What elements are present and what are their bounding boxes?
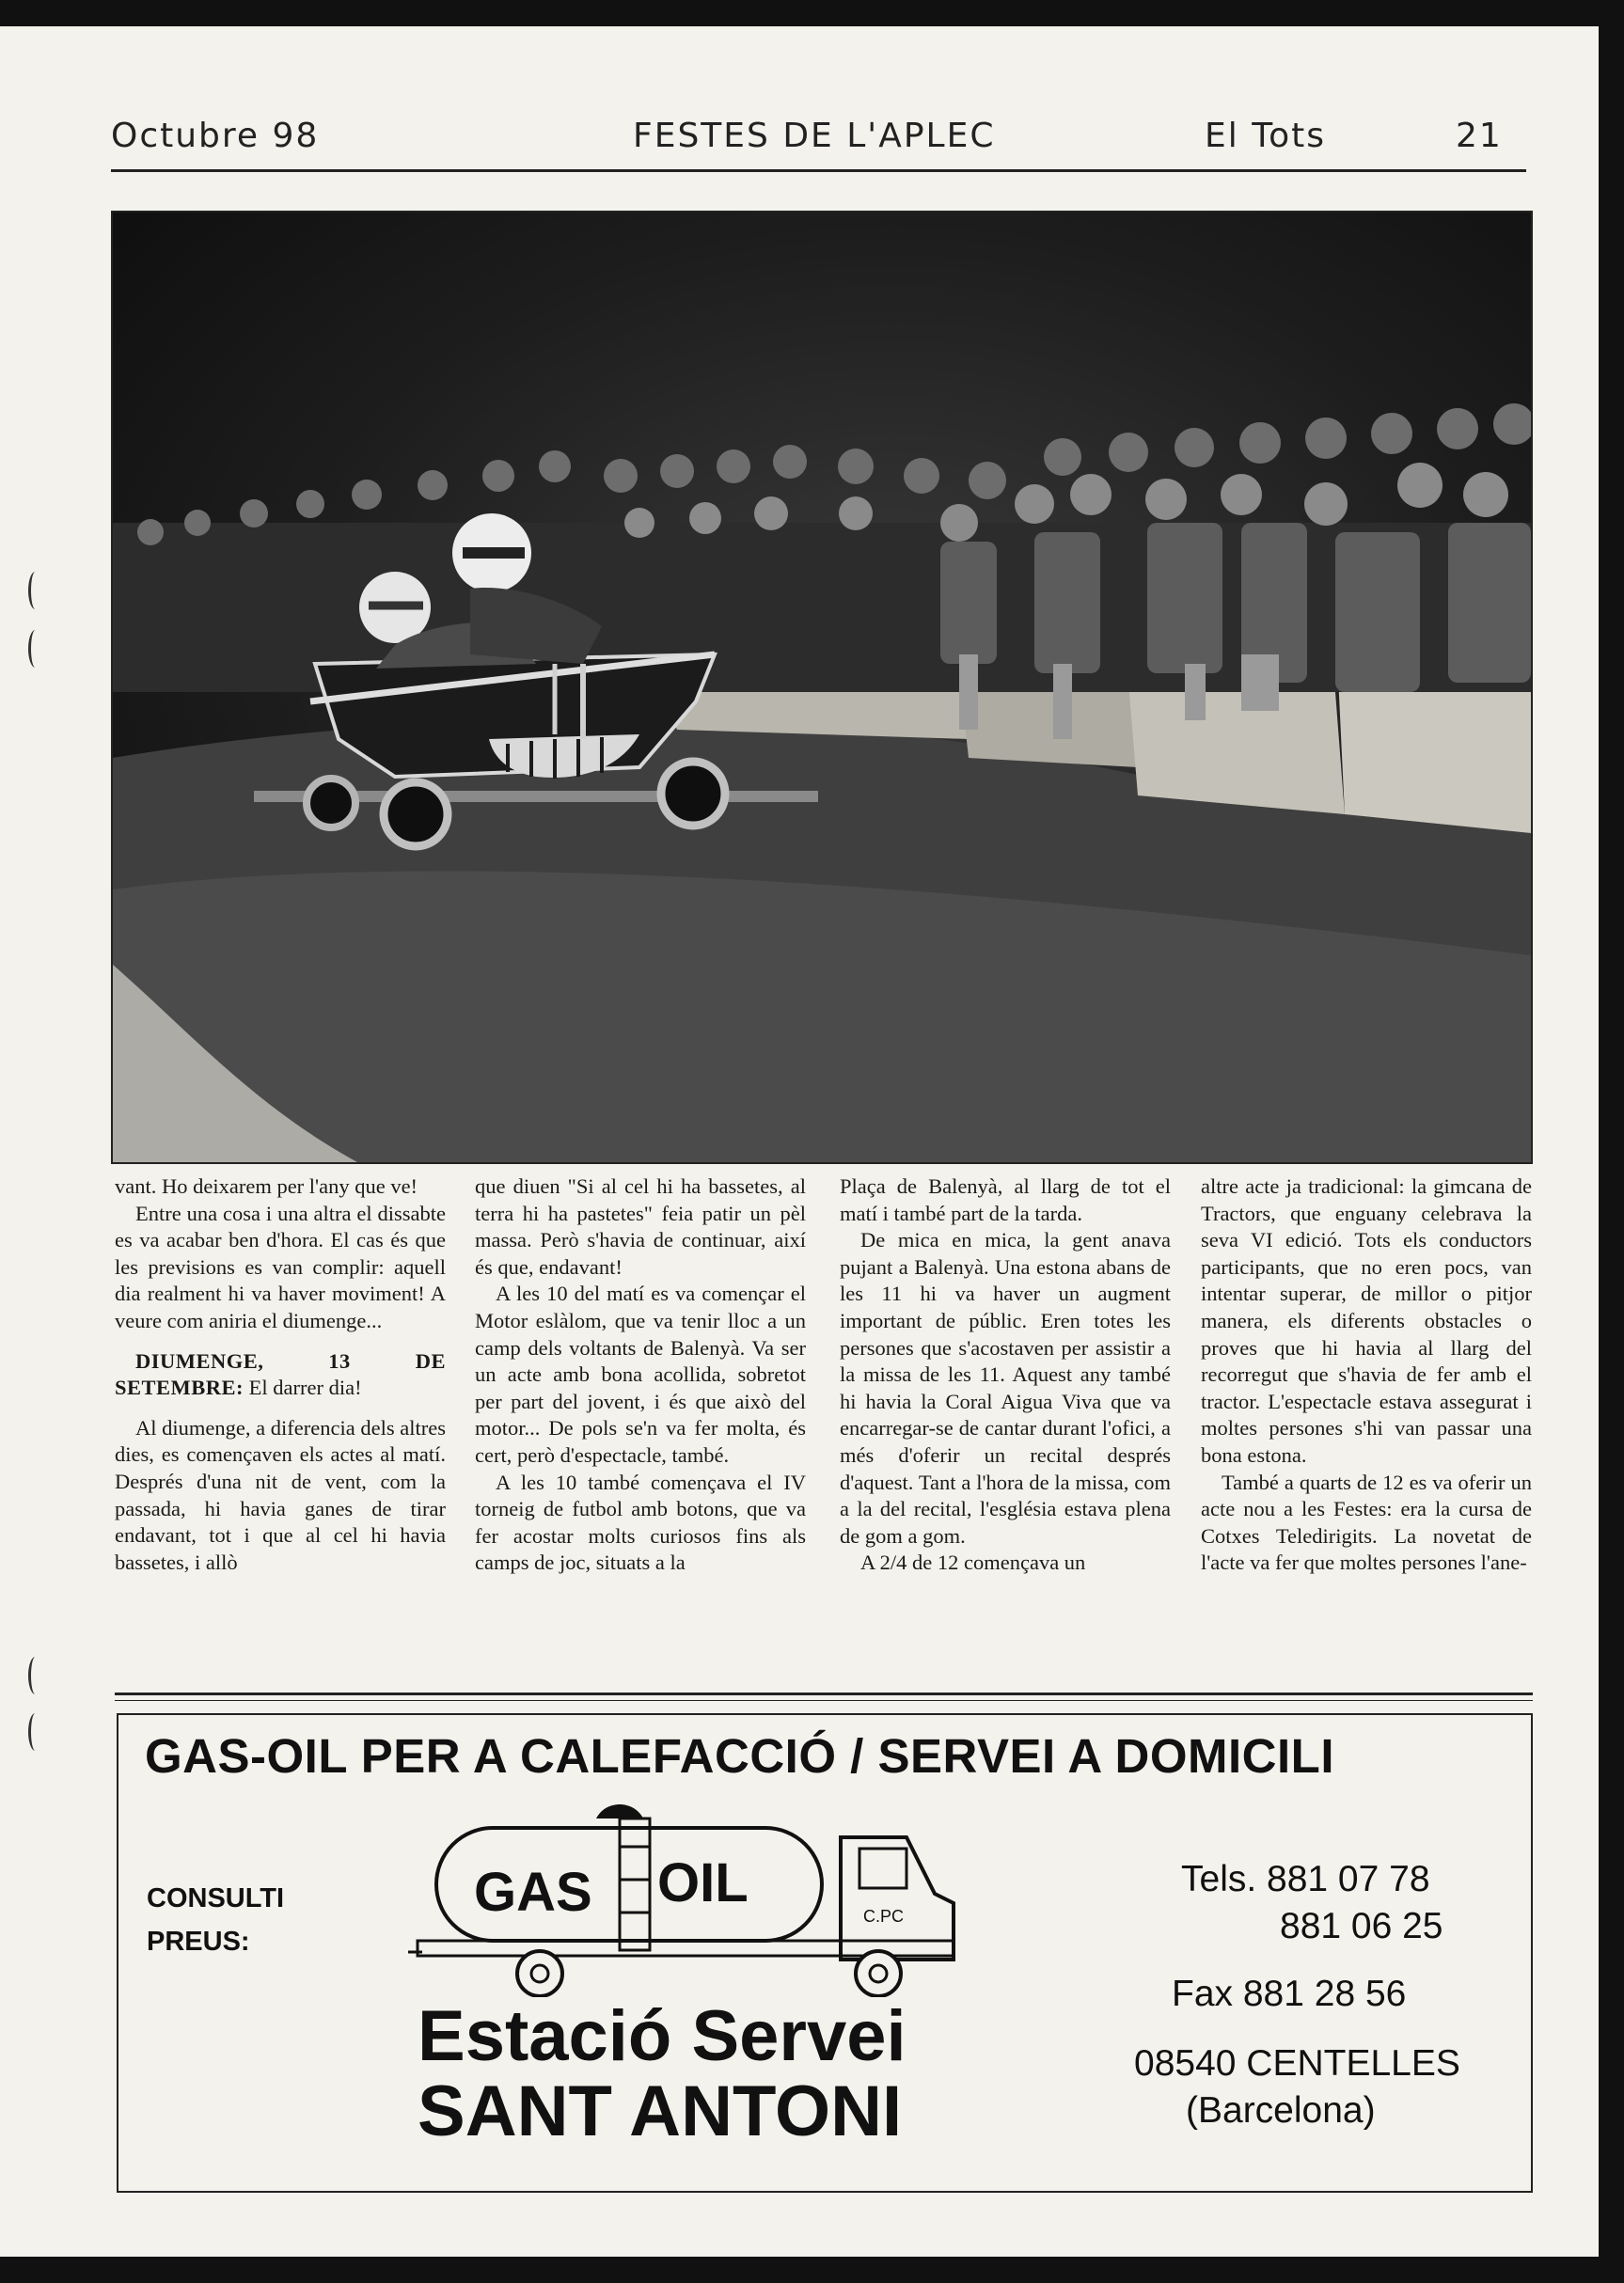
subheading-label: DIUMENGE, 13 DE SETEMBRE: [115,1348,446,1400]
article-column-4 [1201,1173,1532,1577]
paragraph: Plaça de Balenyà, al llarg de tot el matí i també part de la tarda. [840,1174,1171,1225]
ad-contact-info [1134,1856,1510,2134]
soapbox-race-photo [111,211,1533,1164]
page-number: 21 [1456,117,1503,155]
article-body [115,1173,1530,1644]
paragraph: que diuen "Si al cel hi ha bassetes, al terra hi ha pastetes" feia patir un pèl massa. Però s'havia de continuar, així és que, endavant! [475,1174,806,1279]
page-header [111,92,1526,162]
paragraph: altre acte ja tradicional: la gimcana de Tractors, que enguany celebrava la seva VI edició. Tots els conductors participants, que no eren pocs, van intentar superar, de millor o pitjor manera, els diferents obstacles o proves que hi havia al llarg del recorregut que s'havia de fer amb el tractor. L'espectacle estava assegurat i moltes persones s'hi van passar una bona estona. [1201,1174,1532,1467]
postal-city: 08540 CENTELLES [1134,2043,1460,2084]
subheading-text: El darrer dia! [248,1376,362,1400]
ad-headline: GAS-OIL PER A CALEFACCIÓ / SERVEI A DOMICILI [145,1729,1335,1783]
consult-line: CONSULTI [147,1883,285,1913]
paragraph: Al diumenge, a diferencia dels altres dies, es començaven els actes al matí. Després d'una nit de vent, com la passada, hi havia ganes de tirar endavant, tot i que al cel hi havia bassetes, i allò [115,1415,446,1574]
publication-name: El Tots [1205,117,1326,155]
paragraph: A 2/4 de 12 començava un [860,1551,1086,1575]
paragraph: A les 10 també començava el IV torneig de futbol amb botons, que va fer acostar molts curiosos fins als camps de joc, situats a la [475,1470,806,1575]
fax-number: Fax 881 28 56 [1172,1974,1407,2014]
station-name [418,1996,907,2151]
ad-divider [115,1693,1533,1695]
paragraph: Entre una cosa i una altra el dissabte es va acabar ben d'hora. El cas és que les previsions es van complir: aquell dia realment hi va haver moviment! A veure com aniria el diumenge... [115,1201,446,1332]
gas-station-advertisement [117,1713,1533,2193]
binding-ring-mark [28,572,42,609]
province: (Barcelona) [1186,2090,1376,2131]
subheading [115,1348,446,1402]
ad-divider-thin [115,1700,1533,1701]
article-column-3 [840,1173,1171,1577]
paragraph: També a quarts de 12 es va oferir un acte nou a les Festes: era la cursa de Cotxes Teledirigits. La novetat de l'acte va fer que moltes persones l'ane- [1201,1470,1532,1575]
cab-mark: C.PC [863,1907,905,1926]
consult-line: PREUS: [147,1927,250,1957]
telephone: Tels. 881 07 78 [1181,1859,1430,1899]
telephone-2: 881 06 25 [1280,1906,1443,1946]
article-column-1 [115,1173,446,1576]
paragraph: A les 10 del matí es va començar el Motor eslàlom, que va tenir lloc a un camp dels voltants de Balenyà. Va ser un acte amb bona acollida, sobretot per part del jovent, i és que això del motor... De pols se'n va fer molta, és cert, però d'espectacle, també. [475,1282,806,1467]
binding-ring-mark [28,1713,42,1751]
article-column-2 [475,1173,806,1577]
header-divider [111,169,1526,172]
paragraph: De mica en mica, la gent anava pujant a Balenyà. Una estona abans de les 11 hi va haver un augment important de públic. Eren totes les persones que s'acostaven per assistir a la missa de les 11. Aquest any també hi havia la Coral Aigua Viva que va encarregar-se de cantar durant l'ofici, a més d'oferir un recital després d'aquest. Tant a l'hora de la missa, com a la del recital, l'església estava plena de gom a gom. [840,1228,1171,1548]
tank-word-oil: OIL [657,1852,749,1913]
paragraph: vant. Ho deixarem per l'any que ve! [115,1174,418,1198]
station-line: SANT ANTONI [418,2071,903,2151]
ad-consult-prices [147,1877,284,1963]
tanker-truck-icon [408,1790,972,1997]
binding-ring-mark [28,1657,42,1694]
tank-word-gas: GAS [474,1862,592,1923]
section-title: FESTES DE L'APLEC [633,117,996,155]
issue-date: Octubre 98 [111,117,320,155]
station-line: Estació Servei [418,1996,907,2076]
binding-ring-mark [28,630,42,668]
photo-illustration [113,213,1531,1162]
